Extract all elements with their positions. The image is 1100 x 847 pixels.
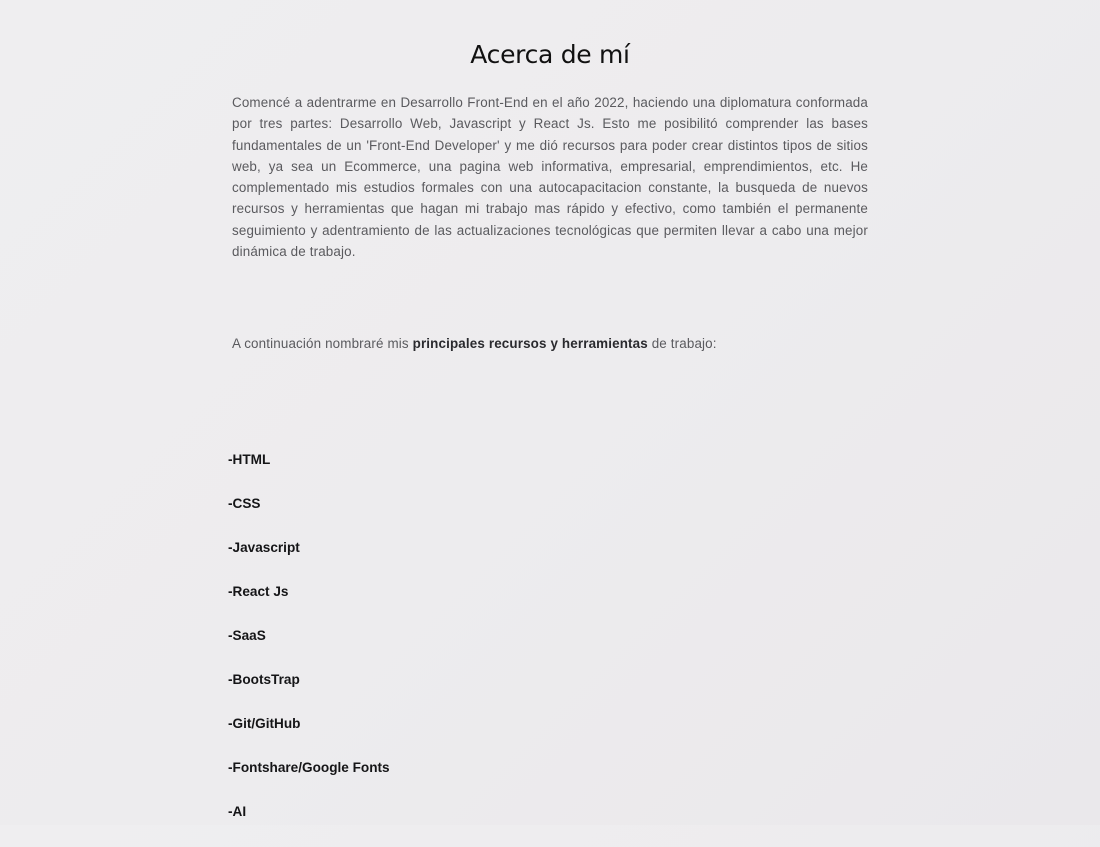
- lead-text-after: de trabajo:: [647, 336, 717, 351]
- tools-intro-sentence: [232, 336, 717, 351]
- page-title: Acerca de mí: [470, 40, 630, 69]
- tool-item-html: -HTML: [228, 452, 271, 467]
- lead-text-bold: principales recursos y herramientas: [412, 336, 648, 351]
- lead-text-before: A continuación nombraré mis: [232, 336, 413, 351]
- tool-item-saas: -SaaS: [228, 628, 266, 643]
- tool-item-git-github: -Git/GitHub: [228, 716, 301, 731]
- tools-list: [228, 451, 390, 847]
- tool-item-ai: -AI: [228, 804, 247, 819]
- about-paragraph: Comencé a adentrarme en Desarrollo Front-End en el año 2022, haciendo una diplomatura conformada por tres partes: Desarrollo Web, Javascript y React Js. Esto me posibilitó comprender las bases fundamentales de un 'Front-End Developer' y me dió recursos para poder crear distintos tipos de sitios web, ya sea un Ecommerce, una pagina web informativa, empresarial, emprendimientos, etc. He complementado mis estudios formales con una autocapacitacion constante, la busqueda de nuevos recursos y herramientas que hagan mi trabajo mas rápido y efectivo, como también el permanente seguimiento y adentramiento de las actualizaciones tecnológicas que permiten llevar a cabo una mejor dinámica de trabajo.: [232, 95, 868, 260]
- tool-item-fonts: -Fontshare/Google Fonts: [228, 760, 390, 775]
- tool-item-javascript: -Javascript: [228, 540, 300, 555]
- tool-item-react: -React Js: [228, 584, 289, 599]
- tool-item-bootstrap: -BootsTrap: [228, 672, 300, 687]
- tool-item-css: -CSS: [228, 496, 261, 511]
